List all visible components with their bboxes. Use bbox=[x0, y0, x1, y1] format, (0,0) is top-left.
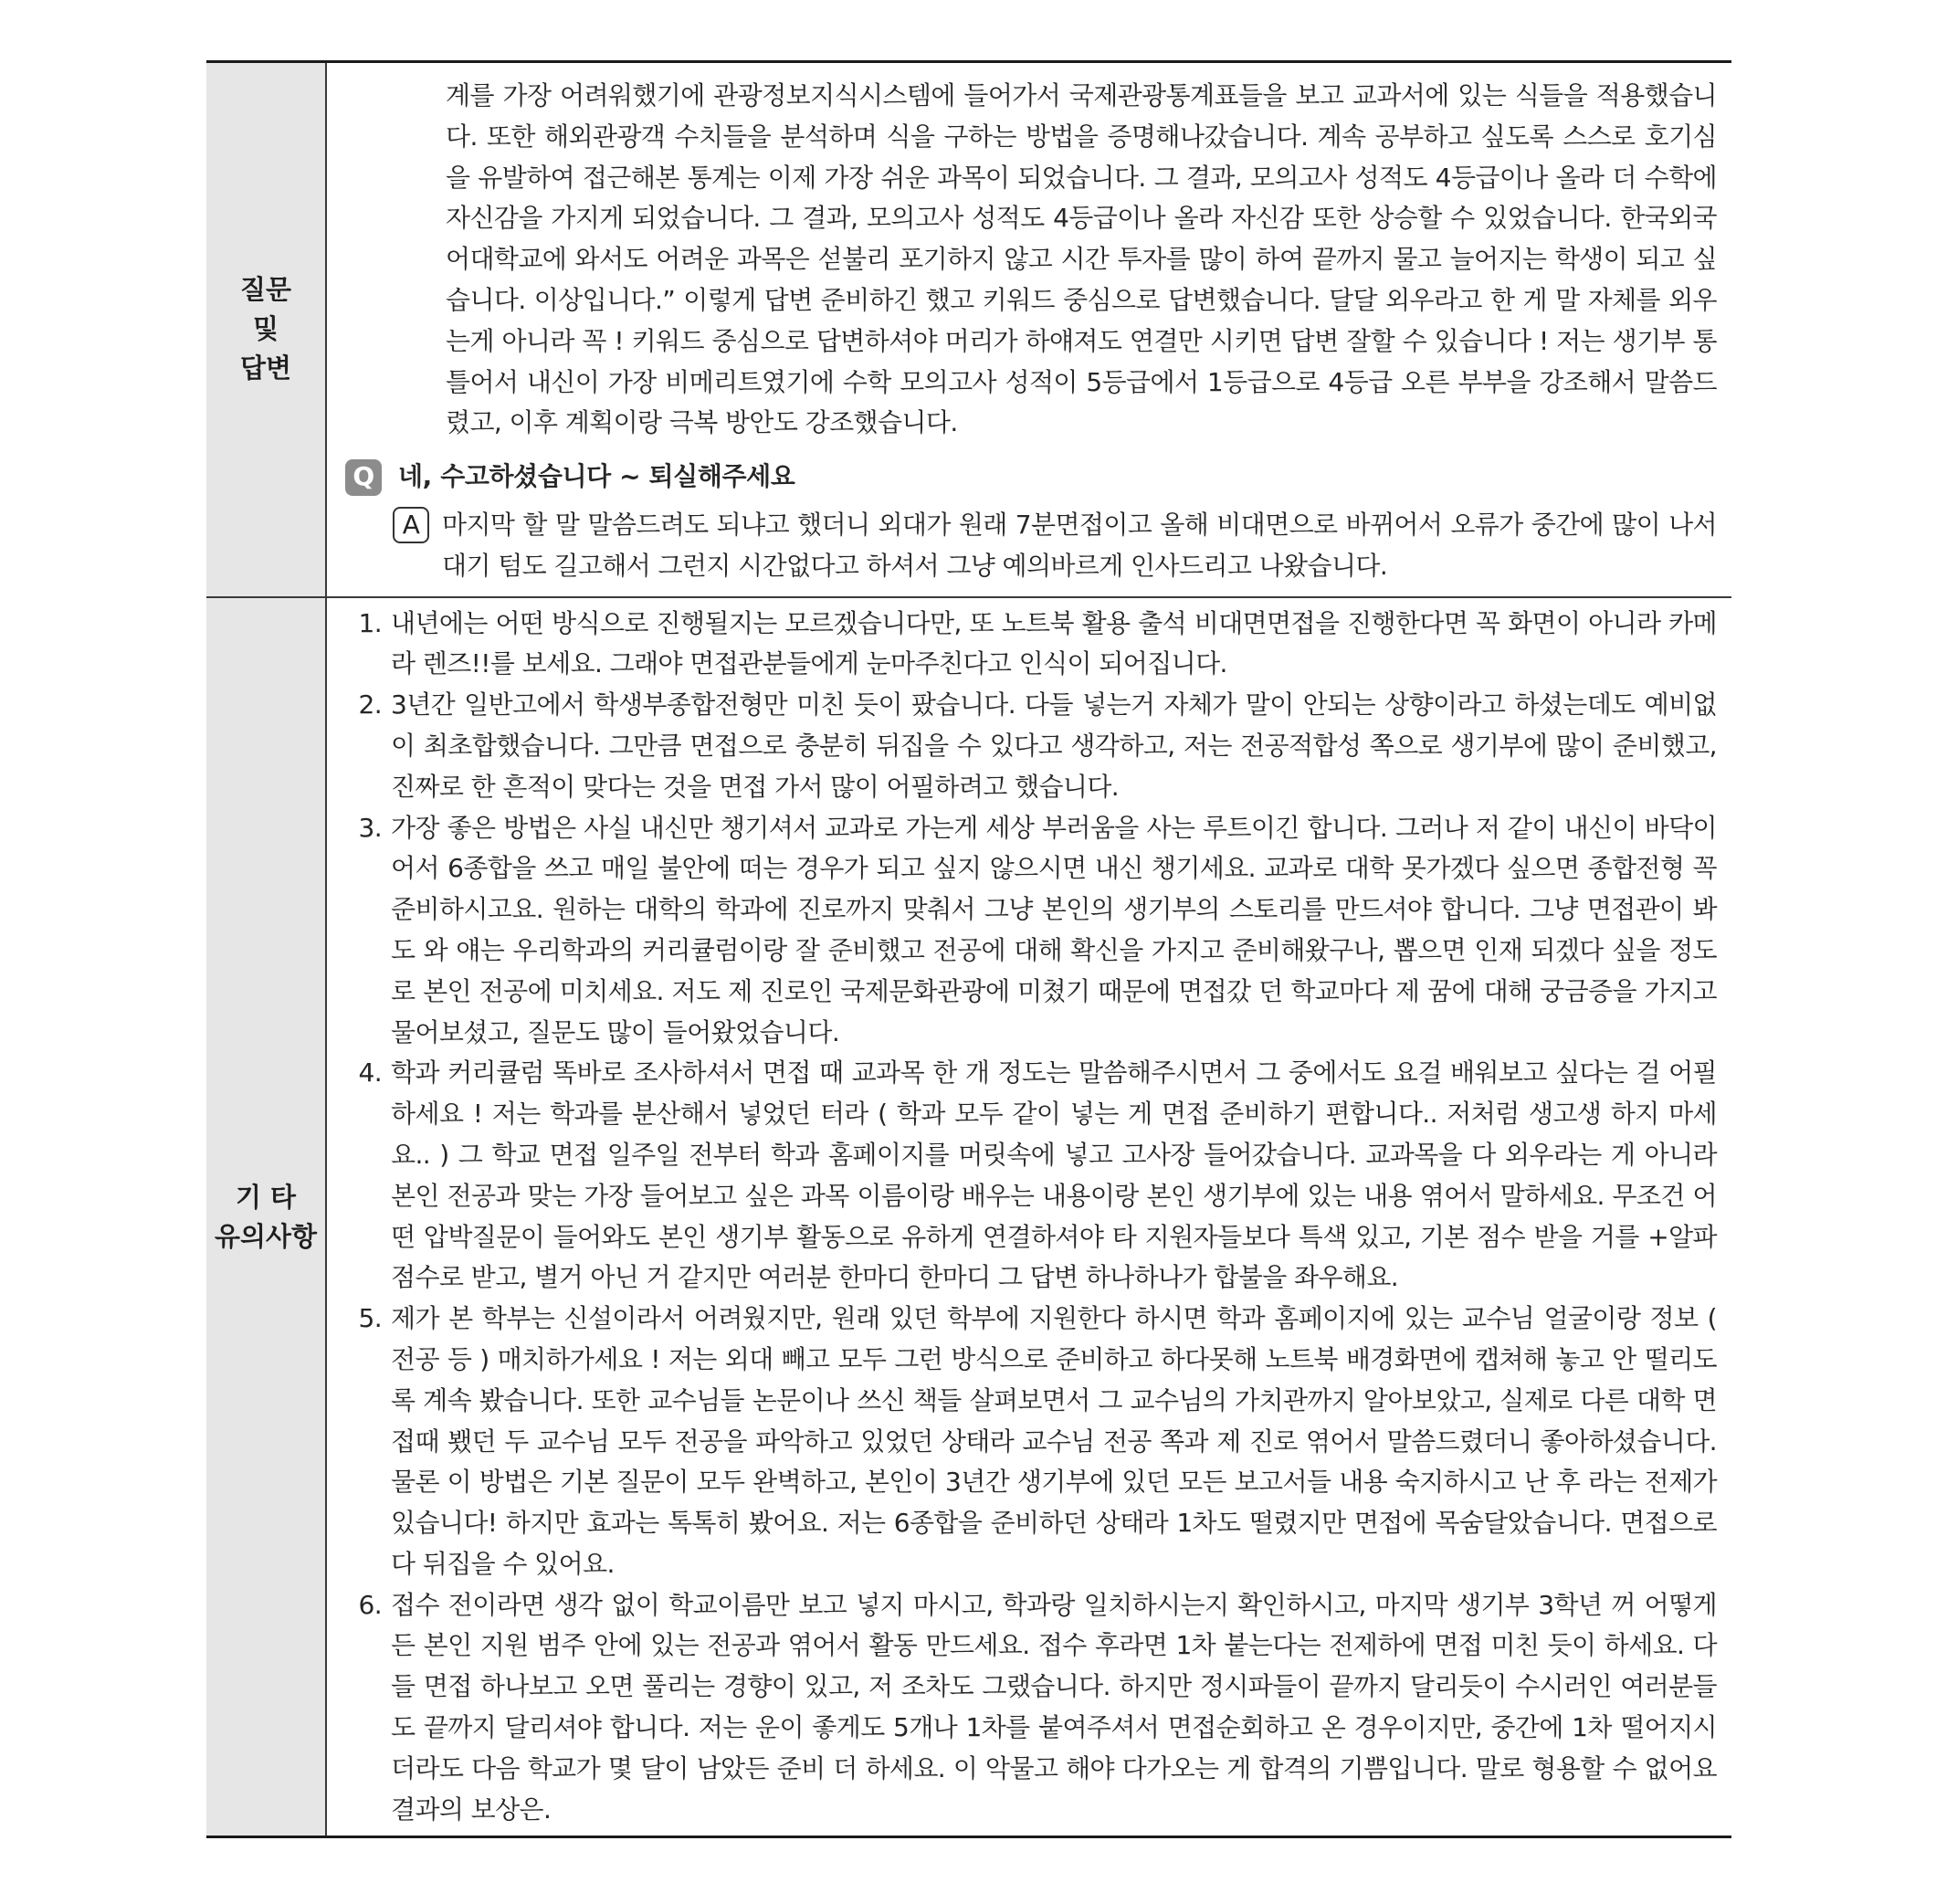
notes-label-line-1: 기 타 bbox=[235, 1181, 297, 1213]
list-item-text: 접수 전이라면 생각 없이 학교이름만 보고 넣지 마시고, 학과랑 일치하시는지 확인하시고, 마지막 생기부 3학년 꺼 어떻게든 본인 지원 범주 안에 있는 전공과 엮어서 활동 만드세요. 접수 후라면 1차 붙는다는 전제하에 면접 미친 듯이 하세요. 다들 면접 하나보고 오면 풀리는 경향이 있고, 저 조차도 그랬습니다. 하지만 정시파들이 끝까지 달리듯이 수시러인 여러분들도 끝까지 달리셔야 합니다. 저는 운이 좋게도 5개나 1차를 붙여주셔서 면접순회하고 온 경우이지만, 중간에 1차 떨어지시더라도 다음 학교가 몇 달이 남았든 준비 더 하세요. 이 악물고 해야 다가오는 게 합격의 기쁨입니다. 말로 형용할 수 없어요 결과의 보상은. bbox=[391, 1589, 1717, 1825]
list-item-text: 3년간 일반고에서 학생부종합전형만 미친 듯이 팠습니다. 다들 넣는거 자체가 말이 안되는 상향이라고 하셨는데도 예비없이 최초합했습니다. 그만큼 면접으로 충분히 뒤집을 수 있다고 생각하고, 저는 전공적합성 쪽으로 생기부에 많이 준비했고, 진짜로 한 흔적이 맞다는 것을 면접 가서 많이 어필하려고 했습니다. bbox=[391, 689, 1717, 802]
answer-badge-icon: A bbox=[393, 507, 429, 543]
qa-label-line: 및 bbox=[252, 313, 279, 345]
list-item-number: 6. bbox=[358, 1589, 382, 1620]
qa-label-line: 답변 bbox=[239, 352, 292, 384]
qa-label-cell bbox=[206, 63, 327, 596]
list-item bbox=[345, 1585, 1717, 1831]
list-item-text: 가장 좋은 방법은 사실 내신만 챙기셔서 교과로 가는게 세상 부러움을 사는 루트이긴 합니다. 그러나 저 같이 내신이 바닥이어서 6종합을 쓰고 매일 불안에 떠는 경우가 되고 싶지 않으시면 내신 챙기세요. 교과로 대학 못가겠다 싶으면 종합전형 꼭 준비하시고요. 원하는 대학의 학과에 진로까지 맞춰서 그냥 본인의 생기부의 스토리를 만드셔야 합니다. 그냥 면접관이 봐도 와 얘는 우리학과의 커리큘럼이랑 잘 준비했고 전공에 대해 확신을 가지고 준비해왔구나, 뽑으면 인재 되겠다 싶을 정도로 본인 전공에 미치세요. 저도 제 진로인 국제문화관광에 미쳤기 때문에 면접갔 던 학교마다 제 꿈에 대해 궁금증을 가지고 물어보셨고, 질문도 많이 들어왔었습니다. bbox=[391, 812, 1717, 1047]
list-item-number: 1. bbox=[358, 607, 382, 638]
question-badge-icon: Q bbox=[345, 459, 382, 496]
list-item-number: 2. bbox=[358, 689, 382, 721]
qa-label-line: 질문 bbox=[239, 274, 292, 306]
question-block bbox=[345, 457, 1717, 498]
list-item-number: 4. bbox=[358, 1057, 382, 1089]
list-item bbox=[345, 1053, 1717, 1299]
notes-list bbox=[345, 604, 1717, 1831]
notes-content-cell bbox=[327, 598, 1731, 1836]
list-item-text: 제가 본 학부는 신설이라서 어려웠지만, 원래 있던 학부에 지원한다 하시면 학과 홈페이지에 있는 교수님 얼굴이랑 정보 ( 전공 등 ) 매치하가세요 ! 저는 외대 빼고 모두 그런 방식으로 준비하고 하다못해 노트북 배경화면에 캡쳐해 놓고 안 떨리도록 계속 봤습니다. 또한 교수님들 논문이나 쓰신 책들 살펴보면서 그 교수님의 가치관까지 알아보았고, 실제로 다른 대학 면접때 뵀던 두 교수님 모두 전공을 파악하고 있었던 상태라 교수님 전공 쪽과 제 진로 엮어서 말씀드렸더니 좋아하셨습니다. 물론 이 방법은 기본 질문이 모두 완벽하고, 본인이 3년간 생기부에 있던 모든 보고서들 내용 숙지하시고 난 후 라는 전제가 있습니다! 하지만 효과는 톡톡히 봤어요. 저는 6종합을 준비하던 상태라 1차도 떨렸지만 면접에 목숨달았습니다. 면접으로 다 뒤집을 수 있어요. bbox=[391, 1303, 1717, 1579]
list-item-text: 내년에는 어떤 방식으로 진행될지는 모르겠습니다만, 또 노트북 활용 출석 비대면면접을 진행한다면 꼭 화면이 아니라 카메라 렌즈!!를 보세요. 그래야 면접관분들에게 눈마주친다고 인식이 되어집니다. bbox=[391, 607, 1717, 679]
list-item bbox=[345, 685, 1717, 807]
notes-label-line-2: 유의사항 bbox=[214, 1220, 318, 1252]
list-item-number: 3. bbox=[358, 812, 382, 843]
qa-content-cell bbox=[327, 63, 1731, 596]
list-item bbox=[345, 604, 1717, 686]
list-item bbox=[345, 808, 1717, 1054]
question-text: 네, 수고하셨습니다 ~ 퇴실해주세요 bbox=[398, 461, 795, 492]
list-item bbox=[345, 1299, 1717, 1585]
notes-label-cell bbox=[206, 598, 327, 1836]
interview-table bbox=[206, 60, 1731, 1838]
answer-continuation-text: 계를 가장 어려워했기에 관광정보지식시스템에 들어가서 국제관광통계표들을 보고 교과서에 있는 식들을 적용했습니다. 또한 해외관광객 수치들을 분석하며 식을 구하는 방법을 증명해나갔습니다. 계속 공부하고 싶도록 스스로 호기심을 유발하여 접근해본 통계는 이제 가장 쉬운 과목이 되었습니다. 그 결과, 모의고사 성적도 4등급이나 올라 더 수학에 자신감을 가지게 되었습니다. 그 결과, 모의고사 성적도 4등급이나 올라 자신감 또한 상승할 수 있었습니다. 한국외국어대학교에 와서도 어려운 과목은 섣불리 포기하지 않고 시간 투자를 많이 하여 끝까지 물고 늘어지는 학생이 되고 싶습니다. 이상입니다.” 이렇게 답변 준비하긴 했고 키워드 중심으로 답변했습니다. 달달 외우라고 한 게 말 자체를 외우는게 아니라 꼭 ! 키워드 중심으로 답변하셔야 머리가 하얘져도 연결만 시키면 답변 잘할 수 있습니다 ! 저는 생기부 통틀어서 내신이 가장 비메리트였기에 수학 모의고사 성적이 5등급에서 1등급으로 4등급 오른 부부을 강조해서 말씀드렸고, 이후 계획이랑 극복 방안도 강조했습니다. bbox=[446, 80, 1717, 438]
answer-text: 마지막 할 말 말씀드려도 되냐고 했더니 외대가 원래 7분면접이고 올해 비대면으로 바뀌어서 오류가 중간에 많이 나서 대기 텀도 길고해서 그런지 시간없다고 하셔서 그냥 예의바르게 인사드리고 나왔습니다. bbox=[442, 509, 1717, 581]
list-item-text: 학과 커리큘럼 똑바로 조사하셔서 면접 때 교과목 한 개 정도는 말씀해주시면서 그 중에서도 요걸 배워보고 싶다는 걸 어필하세요 ! 저는 학과를 분산해서 넣었던 터라 ( 학과 모두 같이 넣는 게 면접 준비하기 편합니다.. 저처럼 생고생 하지 마세요.. ) 그 학교 면접 일주일 전부터 학과 홈페이지를 머릿속에 넣고 고사장 들어갔습니다. 교과목을 다 외우라는 게 아니라 본인 전공과 맞는 가장 들어보고 싶은 과목 이름이랑 배우는 내용이랑 본인 생기부에 있는 내용 엮어서 말하세요. 무조건 어떤 압박질문이 들어와도 본인 생기부 활동으로 유하게 연결하셔야 타 지원자들보다 특색 있고, 기본 점수 받을 거를 +알파 점수로 받고, 별거 아닌 거 같지만 여러분 한마디 한마디 그 답변 하나하나가 합불을 좌우해요. bbox=[391, 1057, 1717, 1293]
qa-row bbox=[206, 63, 1731, 596]
notes-row bbox=[206, 596, 1731, 1836]
answer-block bbox=[393, 505, 1717, 587]
list-item-number: 5. bbox=[358, 1303, 382, 1334]
